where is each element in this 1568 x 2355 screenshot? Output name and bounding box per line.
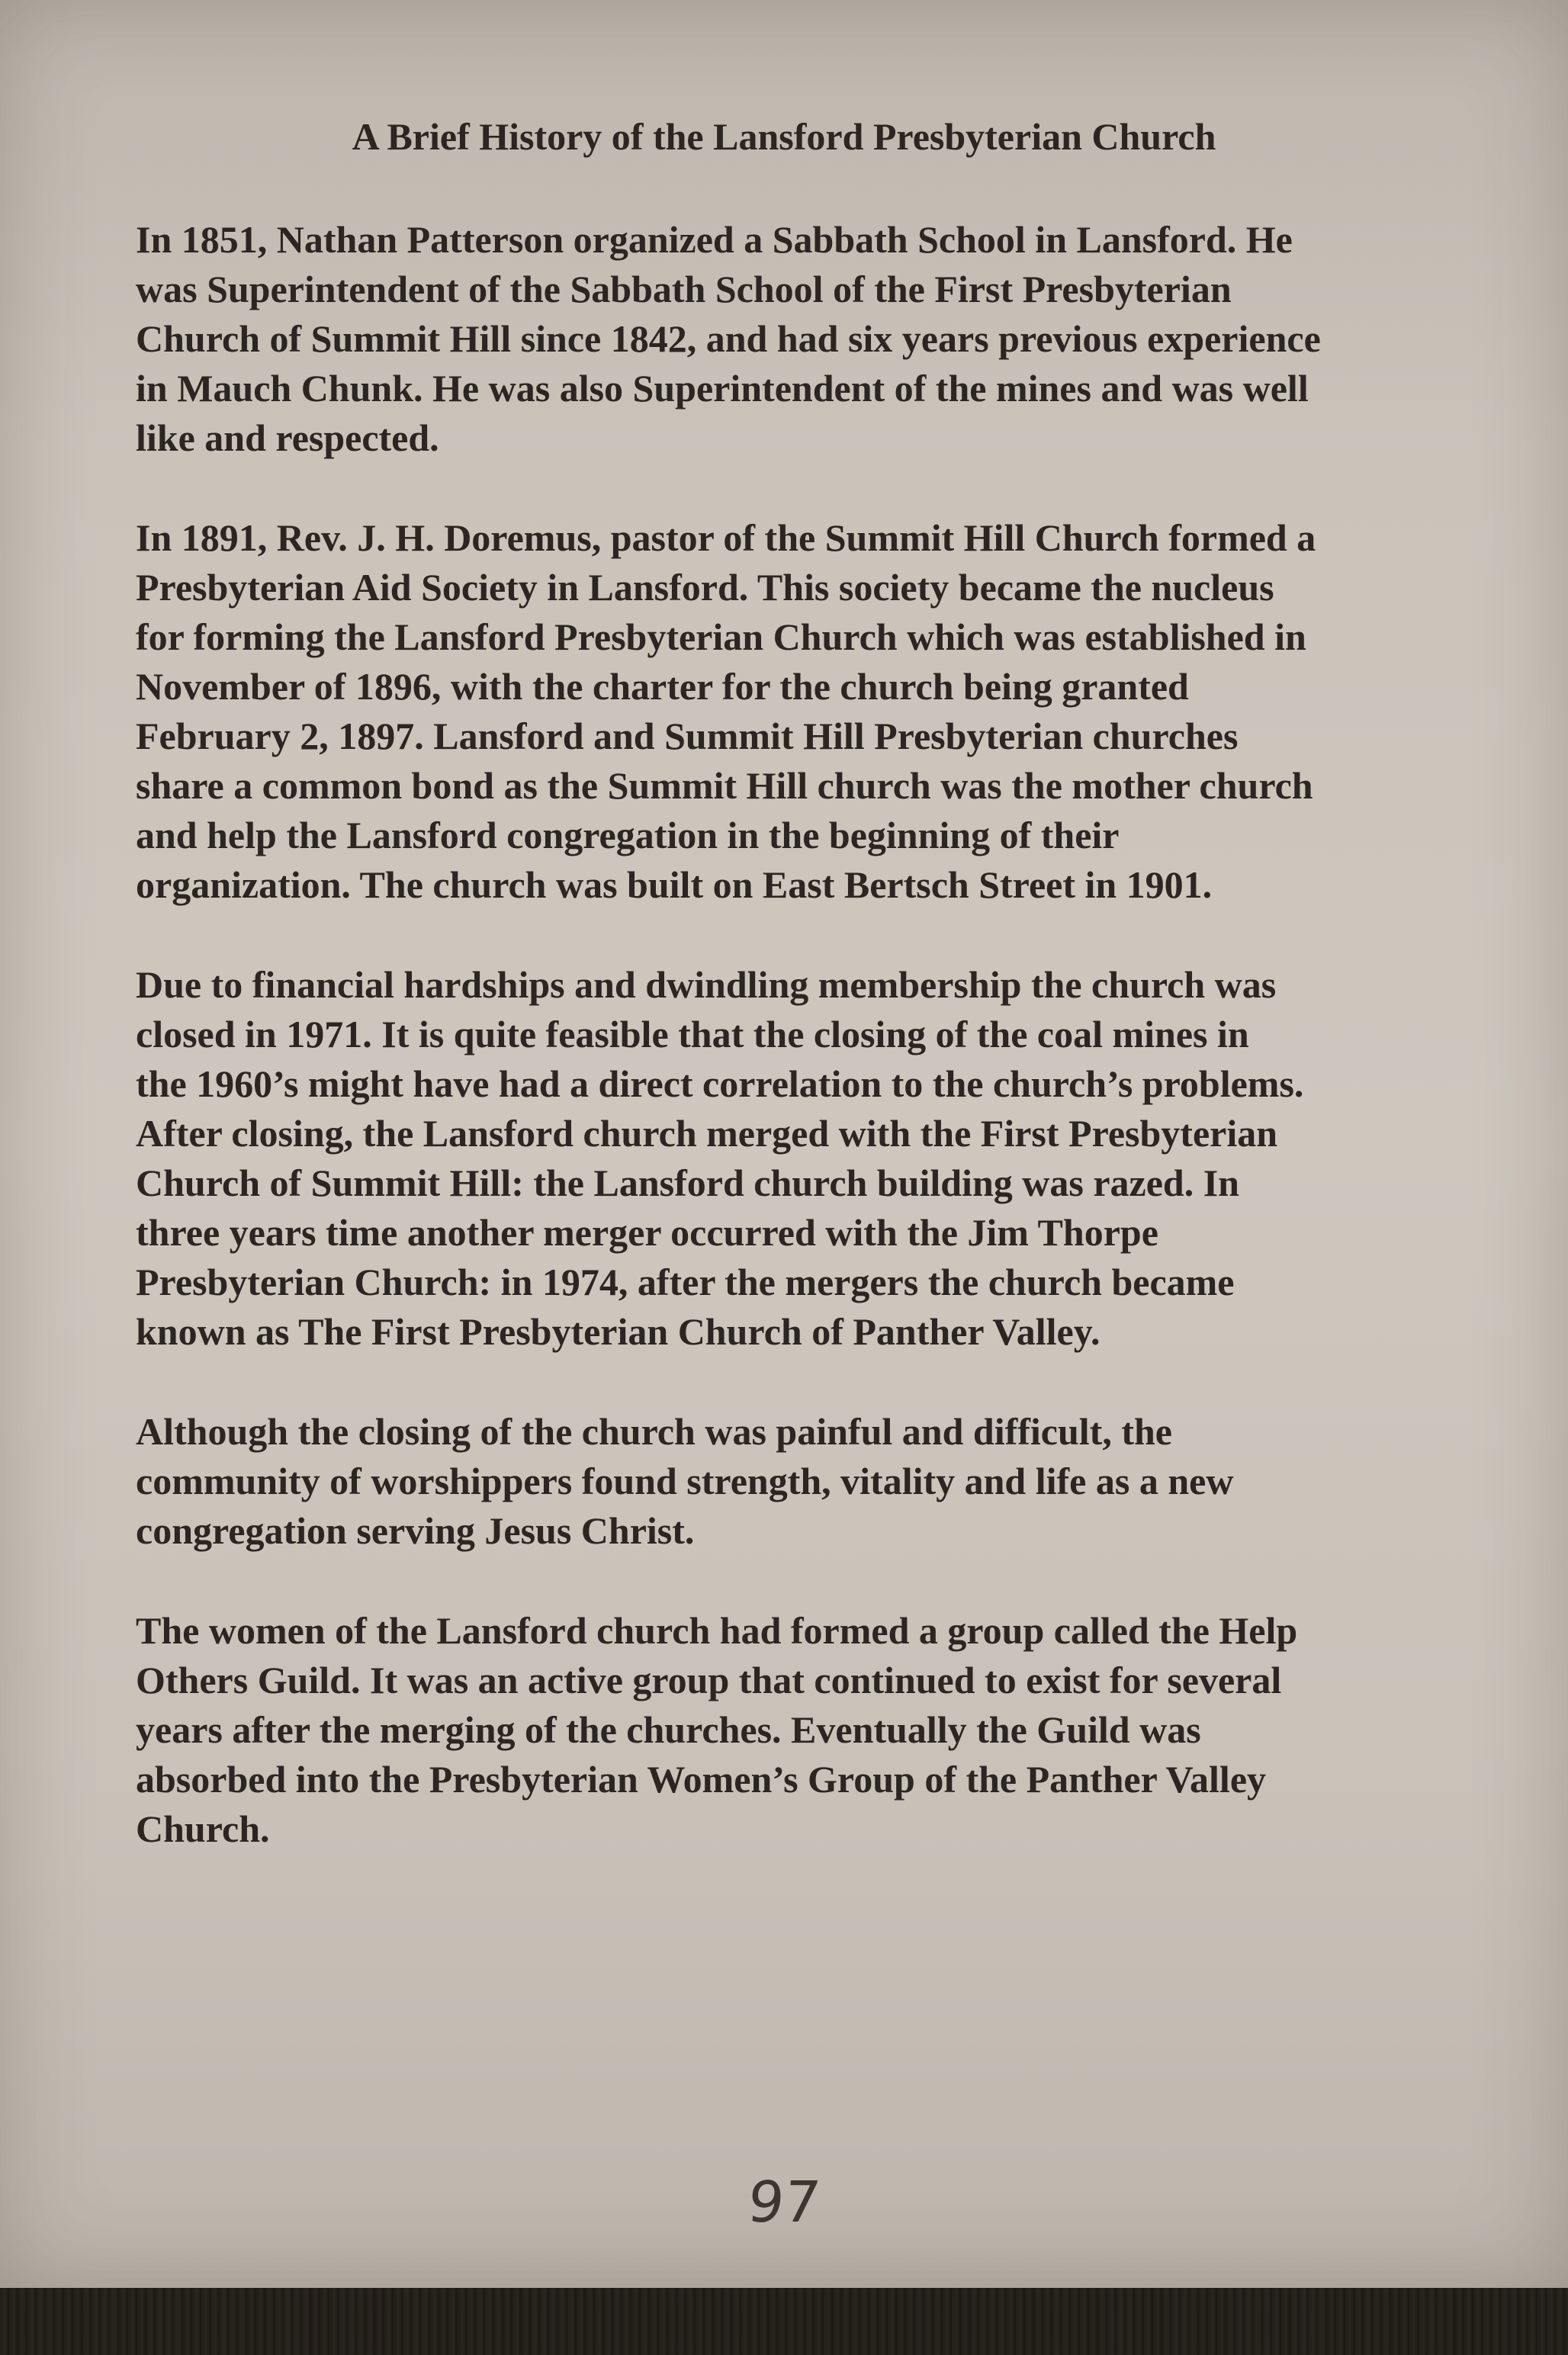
text-line: and help the Lansford congregation in the beginning of their bbox=[136, 814, 1120, 856]
text-line: organization. The church was built on East Bertsch Street in 1901. bbox=[136, 863, 1213, 906]
text-line: three years time another merger occurred with the Jim Thorpe bbox=[136, 1211, 1158, 1254]
paragraph-4 bbox=[136, 1407, 1463, 1556]
text-line: Presbyterian Church: in 1974, after the mergers the church became bbox=[136, 1261, 1235, 1303]
background-surface bbox=[0, 2288, 1568, 2355]
text-line: congregation serving Jesus Christ. bbox=[136, 1509, 695, 1552]
text-line: years after the merging of the churches. Eventually the Guild was bbox=[136, 1708, 1201, 1751]
text-line: Although the closing of the church was painful and difficult, the bbox=[136, 1410, 1172, 1453]
text-line: In 1891, Rev. J. H. Doremus, pastor of the Summit Hill Church formed a bbox=[136, 516, 1316, 559]
text-line: November of 1896, with the charter for the church being granted bbox=[136, 665, 1189, 708]
paragraph-3 bbox=[136, 960, 1463, 1357]
paragraph-5 bbox=[136, 1606, 1463, 1854]
text-line: for forming the Lansford Presbyterian Church which was established in bbox=[136, 615, 1306, 658]
text-line: Due to financial hardships and dwindling membership the church was bbox=[136, 963, 1277, 1006]
document-title: A Brief History of the Lansford Presbyterian Church bbox=[352, 115, 1216, 158]
text-line: community of worshippers found strength, vitality and life as a new bbox=[136, 1460, 1234, 1502]
document-body bbox=[136, 215, 1463, 1904]
text-line: share a common bond as the Summit Hill church was the mother church bbox=[136, 764, 1313, 807]
text-line: After closing, the Lansford church merged with the First Presbyterian bbox=[136, 1112, 1278, 1155]
text-line: February 2, 1897. Lansford and Summit Hill Presbyterian churches bbox=[136, 715, 1239, 757]
text-line: like and respected. bbox=[136, 416, 439, 459]
text-line: Church of Summit Hill since 1842, and had six years previous experience bbox=[136, 317, 1321, 360]
text-line: The women of the Lansford church had formed a group called the Help bbox=[136, 1609, 1298, 1652]
text-line: Others Guild. It was an active group that continued to exist for several bbox=[136, 1659, 1282, 1701]
text-line: absorbed into the Presbyterian Women’s Group of the Panther Valley bbox=[136, 1758, 1267, 1801]
text-line: closed in 1971. It is quite feasible that the closing of the coal mines in bbox=[136, 1013, 1249, 1055]
text-line: known as The First Presbyterian Church of Panther Valley. bbox=[136, 1310, 1100, 1353]
text-line: Church. bbox=[136, 1807, 270, 1850]
paragraph-1 bbox=[136, 215, 1463, 463]
text-line: the 1960’s might have had a direct correlation to the church’s problems. bbox=[136, 1062, 1304, 1105]
page-number: 97 bbox=[744, 2170, 824, 2235]
text-line: was Superintendent of the Sabbath School of the First Presbyterian bbox=[136, 268, 1232, 310]
paragraph-2 bbox=[136, 513, 1463, 910]
text-line: Church of Summit Hill: the Lansford church building was razed. In bbox=[136, 1161, 1239, 1204]
text-line: Presbyterian Aid Society in Lansford. This society became the nucleus bbox=[136, 566, 1274, 609]
text-line: in Mauch Chunk. He was also Superintendent of the mines and was well bbox=[136, 367, 1309, 410]
text-line: In 1851, Nathan Patterson organized a Sabbath School in Lansford. He bbox=[136, 218, 1293, 261]
